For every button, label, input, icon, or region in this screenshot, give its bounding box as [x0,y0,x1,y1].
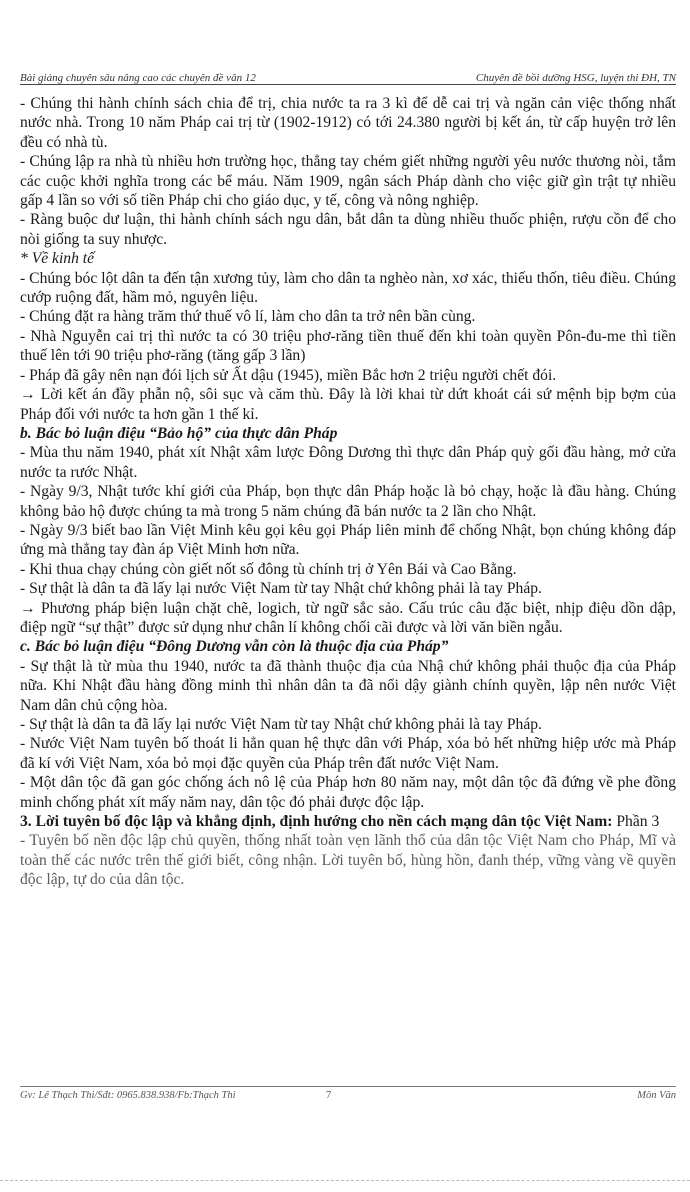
paragraph: - Chúng bóc lột dân ta đến tận xương tủy, làm cho dân ta nghèo nàn, xơ xác, thiếu thốn, tiêu điều. Chúng cướp ruộng đất, hầm mỏ, nguyên liệu. [20,269,676,307]
section-heading-3: 3. Lời tuyên bố độc lập và khẳng định, định hướng cho nền cách mạng dân tộc Việt Nam: Phần 3 [20,813,660,831]
paragraph: - Chúng thi hành chính sách chia để trị, chia nước ta ra 3 kì để dễ cai trị và ngăn cản việc thống nhất nước nhà. Trong 10 năm Pháp cai trị từ (1902-1912) có tới 24.380 người bị kết án, từ cấp huyện trở lên đều có nhà tù. [20,95,676,151]
paragraph: → Phương pháp biện luận chặt chẽ, logich, từ ngữ sắc sảo. Cấu trúc câu đặc biệt, nhịp điệu dồn dập, điệp ngữ “sự thật” được sử dụng như chân lí không chối cãi được và lời văn biền ngẫu. [20,599,676,636]
page-footer [20,1086,676,1101]
page-header [20,68,676,85]
section-subheading: * Về kinh tế [20,250,95,268]
document-body [20,94,676,890]
header-right: Chuyên đề bồi dưỡng HSG, luyện thi ĐH, TN [475,72,676,84]
paragraph: - Nhà Nguyễn cai trị thì nước ta có 30 triệu phơ-răng tiền thuế đến khi toàn quyền Pôn-đu-me thì tiền thuế lên tới 90 triệu phơ-răng (tăng gấp 3 lần) [20,327,676,365]
paragraph: - Pháp đã gây nên nạn đói lịch sử Ất dậu (1945), miền Bắc hơn 2 triệu người chết đói. [20,366,557,384]
paragraph: - Ngày 9/3, Nhật tước khí giới của Pháp, bọn thực dân Pháp hoặc là bỏ chạy, hoặc là đầu hàng. Chúng không bảo hộ được chúng ta mà trong 5 năm chúng đã bán nước ta 2 lần cho Nhật. [20,483,676,520]
page-edge-divider [0,1180,690,1181]
paragraph: - Sự thật là dân ta đã lấy lại nước Việt Nam từ tay Nhật chứ không phải là tay Pháp. [20,716,542,733]
paragraph: - Sự thật là dân ta đã lấy lại nước Việt Nam từ tay Nhật chứ không phải là tay Pháp. [20,580,542,598]
footer-subject: Môn Văn [637,1090,676,1101]
paragraph: - Chúng đặt ra hàng trăm thứ thuế vô lí, làm cho dân ta trở nên bần cùng. [20,308,476,326]
paragraph: - Một dân tộc đã gan góc chống ách nô lệ của Pháp hơn 80 năm nay, một dân tộc đã đứng về phe đồng minh chống phát xít mấy năm nay, dân tộc đó phải được độc lập. [20,774,676,811]
paragraph: → Lời kết án đầy phẫn nộ, sôi sục và căm thù. Đây là lời khai từ dứt khoát cái sứ mệnh bịp bợm của Pháp đối với nước ta hơn gần 1 thế kỉ. [20,386,676,423]
paragraph: - Mùa thu năm 1940, phát xít Nhật xâm lược Đông Dương thì thực dân Pháp quỳ gối đầu hàng, mở cửa nước ta rước Nhật. [20,444,676,481]
paragraph: - Tuyên bố nền độc lập chủ quyền, thống nhất toàn vẹn lãnh thổ của dân tộc Việt Nam cho Pháp, Mĩ và toàn thế các nước trên thế giới biết, công nhận. Lời tuyên bố, hùng hồn, đanh thép, vững vàng về quyền độc lập, tự do của dân tộc. [20,832,676,889]
paragraph: - Chúng lập ra nhà tù nhiều hơn trường học, thẳng tay chém giết những người yêu nước thương nòi, tắm các cuộc khởi nghĩa trong các bể máu. Năm 1909, ngân sách Pháp dành cho việc giữ gìn trật tự nhiều gấp 4 lần so với số tiền Pháp chi cho giáo dục, y tế, công và nông nghiệp. [20,153,676,210]
paragraph: - Nước Việt Nam tuyên bố thoát li hẳn quan hệ thực dân với Pháp, xóa bỏ hết những hiệp ước mà Pháp đã kí với Việt Nam, xóa bỏ mọi đặc quyền của Pháp trên đất nước Việt Nam. [20,735,676,772]
section-heading-b: b. Bác bỏ luận điệu “Bảo hộ” của thực dân Pháp [20,424,338,442]
footer-author: Gv: Lê Thạch Thi/Sđt: 0965.838.938/Fb:Thạch Thi [20,1090,236,1101]
page-number: 7 [326,1090,332,1101]
header-left: Bài giảng chuyên sâu nâng cao các chuyên đề văn 12 [20,72,256,84]
paragraph: - Sự thật là từ mùa thu 1940, nước ta đã thành thuộc địa của Nhậ chứ không phải thuộc địa của Pháp nữa. Khi Nhật đầu hàng đồng minh thì nhân dân ta đã nổi dậy giành chính quyền, lập nên nước Việt Nam dân chủ cộng hòa. [20,657,676,714]
paragraph: - Khi thua chạy chúng còn giết nốt số đông tù chính trị ở Yên Bái và Cao Bằng. [20,560,517,578]
paragraph: - Ngày 9/3 biết bao lần Việt Minh kêu gọi kêu gọi Pháp liên minh để chống Nhật, bọn chúng không đáp ứng mà thẳng tay đàn áp Việt Minh hơn nữa. [20,521,676,559]
paragraph: - Ràng buộc dư luận, thi hành chính sách ngu dân, bắt dân ta dùng nhiều thuốc phiện, rượu cồn để cho nòi giống ta suy nhược. [20,211,676,248]
section-heading-c: c. Bác bỏ luận điệu “Đông Dương vẫn còn là thuộc địa của Pháp” [20,638,449,656]
